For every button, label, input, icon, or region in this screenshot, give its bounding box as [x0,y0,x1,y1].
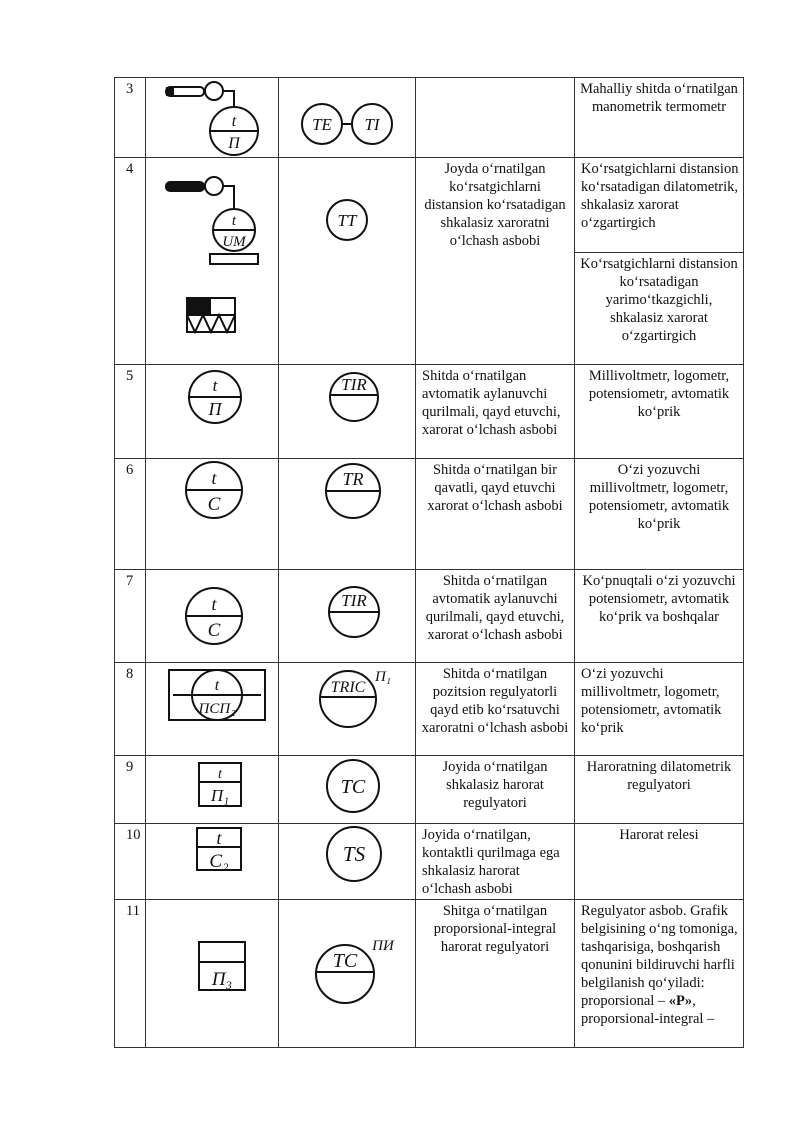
manometric-thermometer-symbol [152,78,272,154]
tr-symbol [287,459,407,559]
panel-instrument-symbol [152,365,272,457]
description-cell: Shitda o‘rnatilgan avtomatik aylanuvchi qurilmali, qayd etuvchi, xarorat o‘lchash asbobi [416,365,575,459]
symbol-label: TRIC [330,679,366,696]
symbol-superscript: ПИ [372,938,394,954]
note-cell: Mahalliy shitda o‘rnatilgan manometrik termometr [575,78,744,158]
description-cell [416,78,575,158]
graphic-symbol-cell [146,570,279,663]
table-row [115,78,744,158]
row-number: 8 [115,663,146,756]
description-cell: Joyida o‘rnatilgan shkalasiz harorat regulyatori [416,756,575,824]
graphic-symbol-cell [146,459,279,570]
row-number: 10 [115,824,146,900]
symbol-label: TC [332,950,358,972]
note-cell: Harorat relesi [575,824,744,900]
symbol-label-top: t [211,468,217,488]
note-cell [575,158,744,365]
description-cell: Joyida o‘rnatilgan, kontaktli qurilmaga ega shkalasiz harorat o‘lchash asbobi [416,824,575,900]
symbol-label-bottom: П₁ [210,786,230,805]
letter-symbol-cell [279,459,416,570]
row-number: 6 [115,459,146,570]
positional-regulator-symbol [152,663,272,753]
graphic-symbol-cell [146,158,279,365]
note-text-c: , proporsional-integral – [581,993,715,1027]
table-row [115,459,744,570]
symbol-label: TR [342,469,364,489]
note-text-p: «P» [668,993,693,1009]
letter-symbol-cell [279,365,416,459]
letter-symbol-cell [279,756,416,824]
note-cell: Haroratning dilatometrik regulyatori [575,756,744,824]
symbol-label-top: t [231,213,237,229]
description-cell: Shitda o‘rnatilgan avtomatik aylanuvchi qurilmali, qayd etuvchi, xarorat o‘lchash asbobi [416,570,575,663]
graphic-symbol-cell [146,900,279,1048]
symbol-label-bottom: С₂ [209,851,229,872]
symbols-table [114,77,744,1048]
symbol-label: TS [342,842,366,866]
contact-device-symbol [152,824,272,894]
tt-symbol [287,158,407,278]
symbol-label-top: t [216,828,222,848]
table-row [115,663,744,756]
note-semiconductor: Ko‘rsatgichlarni distansion ko‘rsatadigan yarimo‘tkazgichli, shkalasiz xarorat o‘zgartirgich [580,256,738,344]
letter-symbol-cell [279,824,416,900]
row-number: 5 [115,365,146,459]
graphic-symbol-cell [146,756,279,824]
symbol-label: TIR [341,375,367,394]
symbol-label-top: t [211,594,217,614]
tric-symbol [287,663,407,753]
symbol-label-top: t [212,376,218,395]
symbol-label-top: t [231,113,237,130]
tir-symbol [287,365,407,457]
graphic-symbol-cell [146,78,279,158]
symbol-label-left: TE [312,115,332,134]
tc-pi-symbol [287,900,407,1040]
row-number: 7 [115,570,146,663]
symbol-superscript: П₁ [374,669,392,685]
note-cell [575,900,744,1048]
distance-thermometer-symbol [152,158,272,358]
table-row [115,365,744,459]
te-ti-symbol [287,78,407,154]
symbol-label-bottom: С [207,494,221,515]
note-dilatometric: Ko‘rsatgichlarni distansion ko‘rsatadigan dilatometrik, shkalasiz xarorat o‘zgartirgich [575,158,743,253]
graphic-symbol-cell [146,824,279,900]
row-number: 4 [115,158,146,365]
symbol-label-bottom: П [228,135,240,152]
table-row [115,756,744,824]
table-row [115,158,744,365]
note-text-a: Regulyator asbob. Grafik belgisining o‘ng tomoniga, tashqarisiga, boshqarish qonunini bildiruvchi harfli belgilanish qo‘yiladi: proporsional – [581,903,738,1009]
note-cell: O‘zi yozuvchi millivoltmetr, logometr, potensiometr, avtomatik ko‘prik [575,459,744,570]
description-cell: Shitda o‘rnatilgan pozitsion regulyatorli qayd etib ko‘rsatuvchi xaroratni o‘lchash asbobi [416,663,575,756]
description-cell: Shitda o‘rnatilgan bir qavatli, qayd etuvchi xarorat o‘lchash asbobi [416,459,575,570]
symbol-label: TT [337,211,357,230]
table-row [115,570,744,663]
description-cell: Joyda o‘rnatilgan ko‘rsatgichlarni distansion ko‘rsatadigan shkalasiz xaroratni o‘lchash asbobi [416,158,575,365]
symbol-label-bottom: UМ [222,234,246,250]
letter-symbol-cell [279,78,416,158]
table-row [115,900,744,1048]
description-cell: Shitga o‘rnatilgan proporsional-integral harorat regulyatori [416,900,575,1048]
table-row [115,824,744,900]
panel-instrument-symbol [152,459,272,559]
graphic-symbol-cell [146,365,279,459]
symbol-label-bottom: П₃ [211,969,233,990]
letter-symbol-cell [279,663,416,756]
pi-regulator-symbol [152,900,272,1040]
letter-symbol-cell [279,570,416,663]
symbol-label-right: TI [364,115,380,134]
symbol-label-bottom: П [208,399,222,419]
symbol-label-top: t [218,767,222,782]
row-number: 3 [115,78,146,158]
letter-symbol-cell [279,900,416,1048]
note-cell: O‘zi yozuvchi millivoltmetr, logometr, potensiometr, avtomatik ko‘prik [575,663,744,756]
symbol-label-bottom: С [207,620,221,641]
letter-symbol-cell [279,158,416,365]
graphic-symbol-cell [146,663,279,756]
row-number: 9 [115,756,146,824]
note-cell: Ko‘pnuqtali o‘zi yozuvchi potensiometr, avtomatik ko‘prik va boshqalar [575,570,744,663]
tir-symbol [287,570,407,660]
symbol-label: TC [340,776,366,798]
tc-symbol [287,756,407,822]
note-cell: Millivoltmetr, logometr, potensiometr, avtomatik ko‘prik [575,365,744,459]
local-regulator-symbol [152,756,272,822]
ts-symbol [287,824,407,894]
symbol-label: TIR [341,591,367,610]
symbol-label-top: t [214,677,220,694]
panel-instrument-symbol [152,570,272,660]
symbol-label-bottom: ПСП₂ [198,701,236,717]
row-number: 11 [115,900,146,1048]
